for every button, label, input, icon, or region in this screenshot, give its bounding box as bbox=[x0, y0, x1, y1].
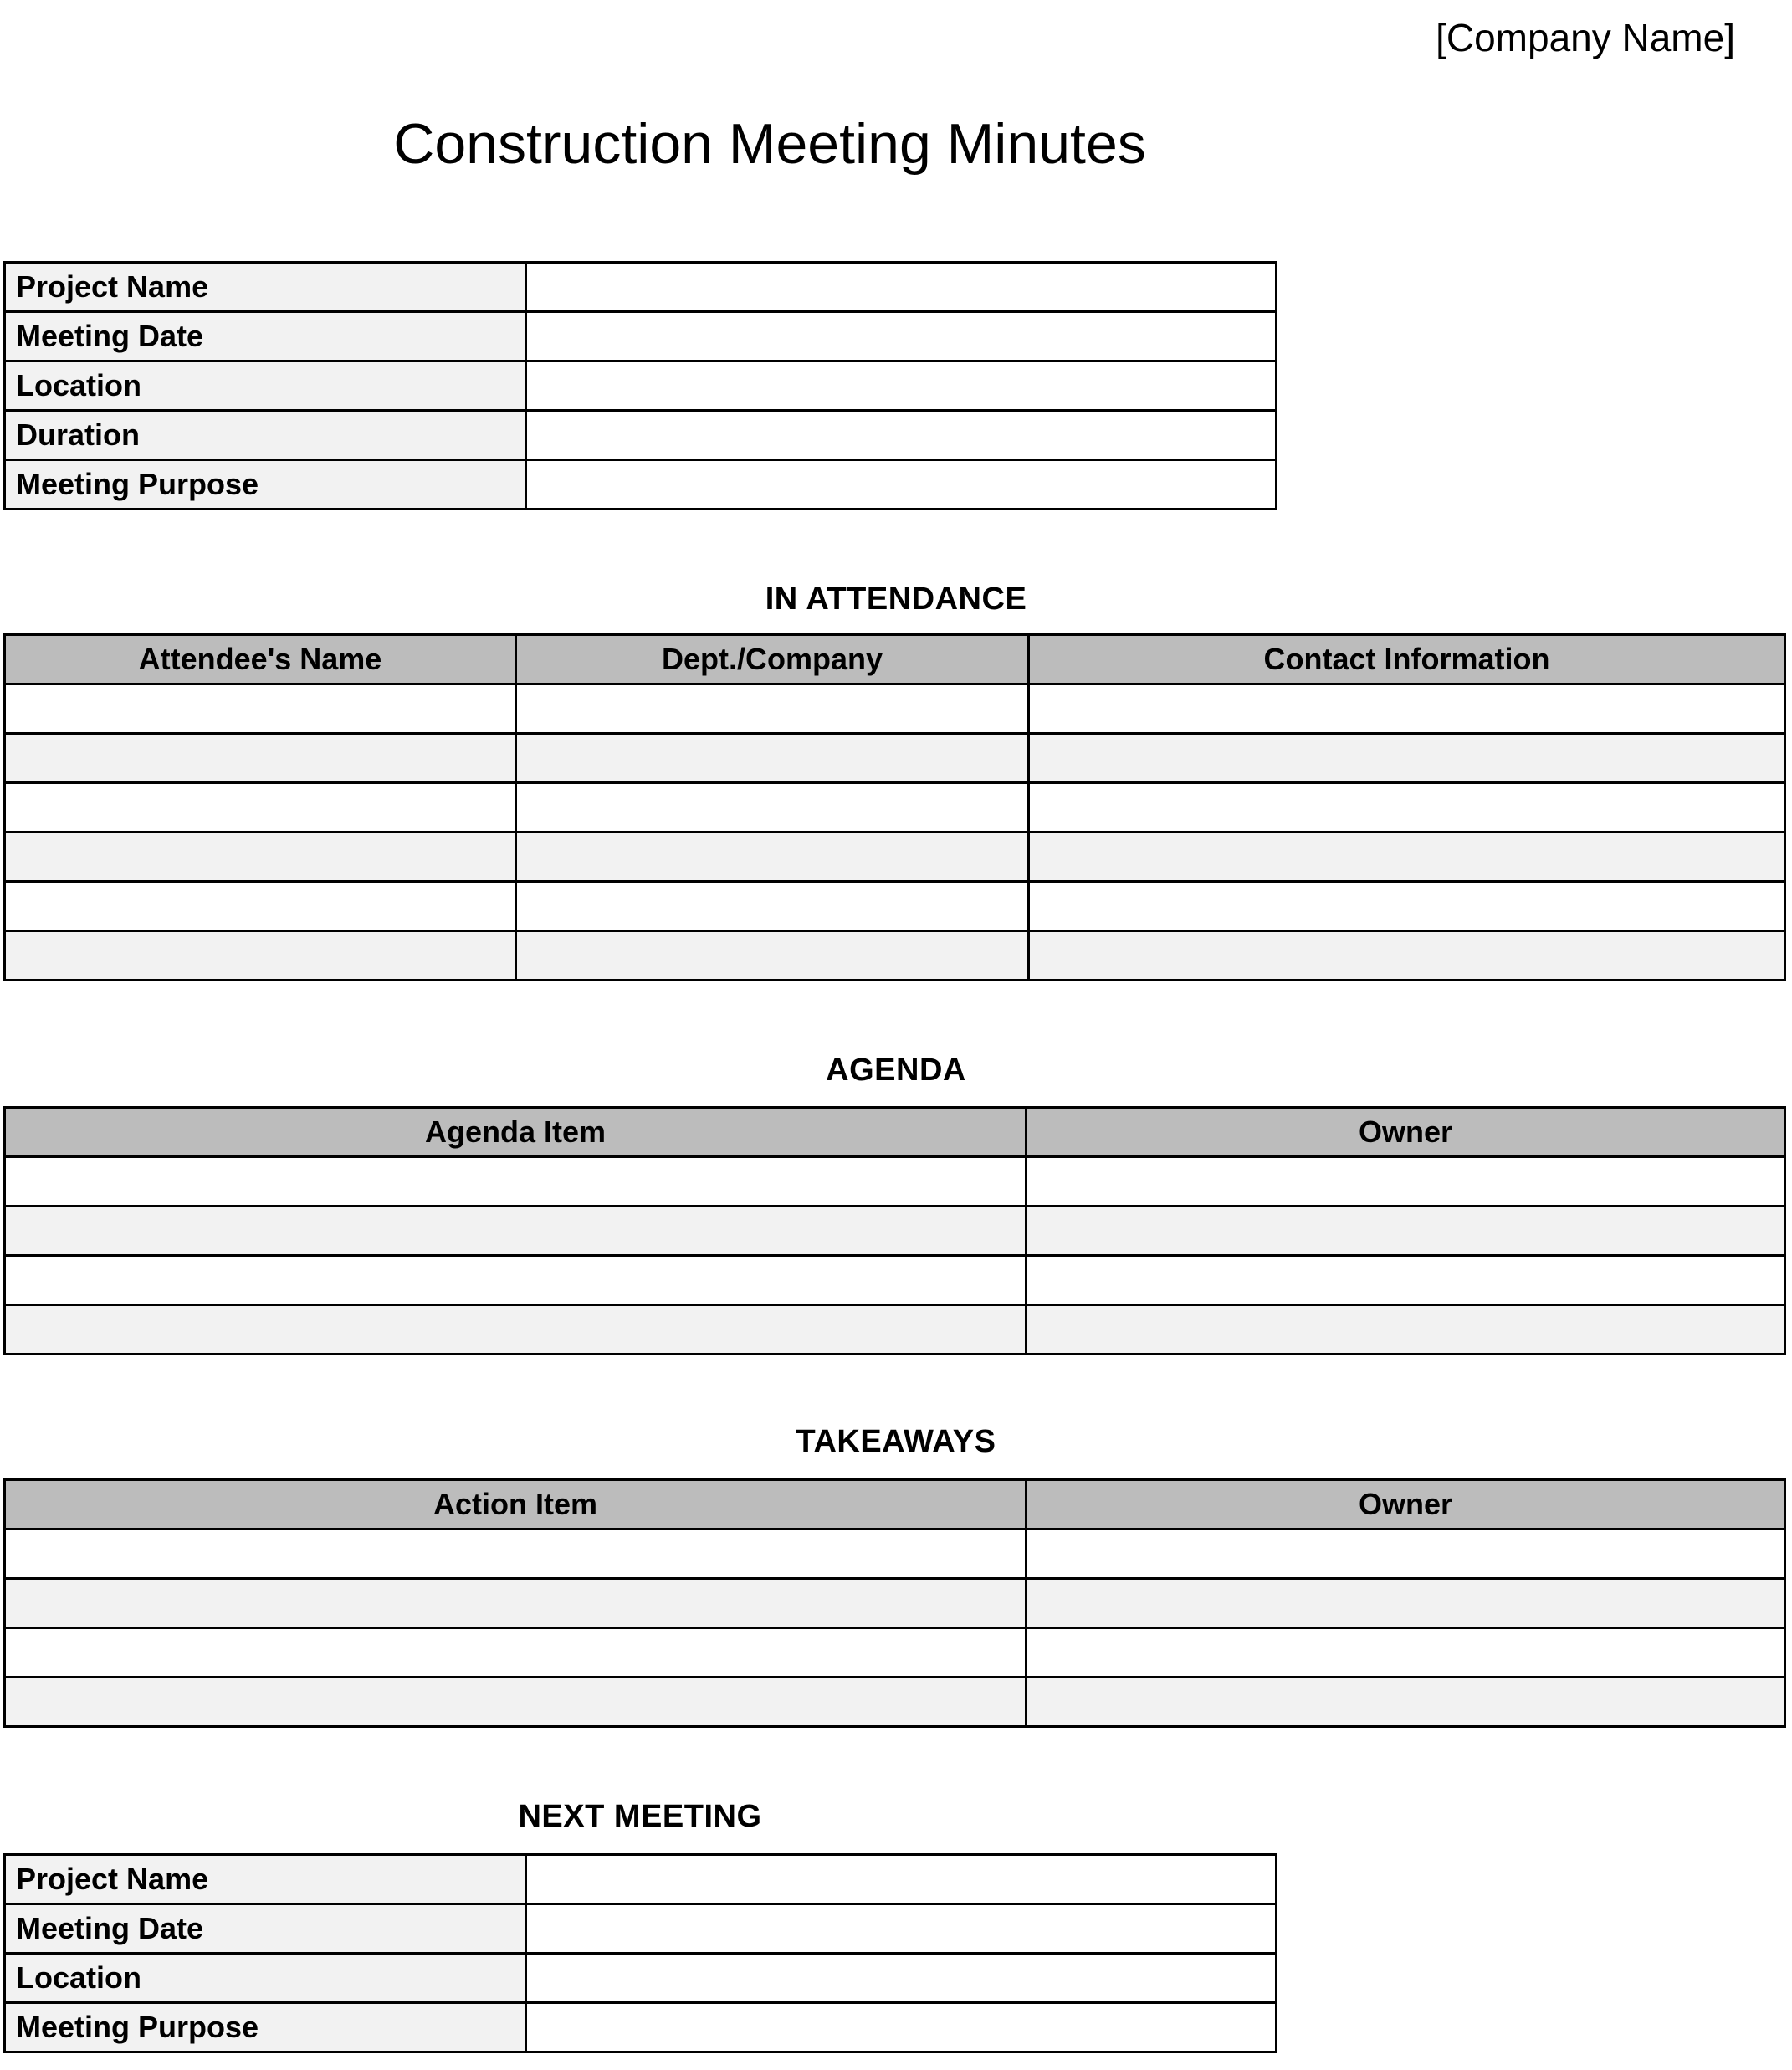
agenda-row bbox=[5, 1157, 1785, 1207]
agenda-cell[interactable] bbox=[1027, 1256, 1785, 1305]
next-meeting-value-field[interactable] bbox=[526, 2003, 1277, 2052]
attendance-cell[interactable] bbox=[516, 734, 1029, 783]
agenda-cell[interactable] bbox=[1027, 1157, 1785, 1207]
takeaways-column-header: Owner bbox=[1027, 1480, 1785, 1529]
next-meeting-row bbox=[5, 2003, 1277, 2052]
attendance-row bbox=[5, 684, 1785, 734]
meeting-info-body bbox=[5, 263, 1277, 510]
meeting-info-label: Meeting Date bbox=[5, 312, 526, 361]
attendance-cell[interactable] bbox=[5, 783, 516, 833]
next-meeting-label: Meeting Purpose bbox=[5, 2003, 526, 2052]
meeting-info-label: Duration bbox=[5, 411, 526, 460]
agenda-cell[interactable] bbox=[5, 1157, 1027, 1207]
next-meeting-value-field[interactable] bbox=[526, 1904, 1277, 1954]
agenda-body bbox=[5, 1157, 1785, 1355]
attendance-row bbox=[5, 734, 1785, 783]
takeaways-table bbox=[3, 1478, 1786, 1728]
next-meeting-table bbox=[3, 1853, 1277, 2053]
attendance-cell[interactable] bbox=[1029, 882, 1785, 931]
meeting-info-label: Meeting Purpose bbox=[5, 460, 526, 510]
company-name-header: [Company Name] bbox=[1436, 16, 1735, 59]
takeaways-cell[interactable] bbox=[5, 1579, 1027, 1628]
takeaways-header-row bbox=[5, 1480, 1785, 1529]
agenda-cell[interactable] bbox=[1027, 1207, 1785, 1256]
meeting-info-value-field[interactable] bbox=[526, 312, 1277, 361]
takeaways-row bbox=[5, 1579, 1785, 1628]
next-meeting-row bbox=[5, 1954, 1277, 2003]
meeting-info-label: Project Name bbox=[5, 263, 526, 312]
attendance-cell[interactable] bbox=[516, 783, 1029, 833]
next-meeting-row bbox=[5, 1855, 1277, 1904]
attendance-column-header: Dept./Company bbox=[516, 635, 1029, 684]
attendance-cell[interactable] bbox=[516, 833, 1029, 882]
attendance-row bbox=[5, 882, 1785, 931]
meeting-info-row bbox=[5, 263, 1277, 312]
takeaways-row bbox=[5, 1678, 1785, 1727]
attendance-cell[interactable] bbox=[1029, 783, 1785, 833]
meeting-info-value-field[interactable] bbox=[526, 361, 1277, 411]
attendance-cell[interactable] bbox=[516, 684, 1029, 734]
takeaways-head bbox=[5, 1480, 1785, 1529]
takeaways-cell[interactable] bbox=[1027, 1628, 1785, 1678]
attendance-row bbox=[5, 931, 1785, 981]
meeting-info-row bbox=[5, 361, 1277, 411]
agenda-row bbox=[5, 1256, 1785, 1305]
attendance-body bbox=[5, 684, 1785, 981]
takeaways-cell[interactable] bbox=[1027, 1529, 1785, 1579]
takeaways-cell[interactable] bbox=[1027, 1579, 1785, 1628]
attendance-cell[interactable] bbox=[1029, 734, 1785, 783]
next-meeting-label: Project Name bbox=[5, 1855, 526, 1904]
meeting-info-row bbox=[5, 411, 1277, 460]
attendance-header-row bbox=[5, 635, 1785, 684]
takeaways-cell[interactable] bbox=[1027, 1678, 1785, 1727]
meeting-info-row bbox=[5, 312, 1277, 361]
attendance-cell[interactable] bbox=[5, 931, 516, 981]
attendance-cell[interactable] bbox=[5, 833, 516, 882]
agenda-header-row bbox=[5, 1108, 1785, 1157]
meeting-info-value-field[interactable] bbox=[526, 460, 1277, 510]
attendance-cell[interactable] bbox=[5, 882, 516, 931]
takeaways-cell[interactable] bbox=[5, 1678, 1027, 1727]
meeting-info-label: Location bbox=[5, 361, 526, 411]
meeting-info-row bbox=[5, 460, 1277, 510]
takeaways-row bbox=[5, 1529, 1785, 1579]
attendance-column-header: Attendee's Name bbox=[5, 635, 516, 684]
attendance-row bbox=[5, 783, 1785, 833]
takeaways-cell[interactable] bbox=[5, 1529, 1027, 1579]
agenda-column-header: Agenda Item bbox=[5, 1108, 1027, 1157]
attendance-cell[interactable] bbox=[516, 882, 1029, 931]
attendance-column-header: Contact Information bbox=[1029, 635, 1785, 684]
agenda-table bbox=[3, 1106, 1786, 1355]
meeting-info-value-field[interactable] bbox=[526, 411, 1277, 460]
page-title: Construction Meeting Minutes bbox=[393, 112, 1146, 176]
attendance-head bbox=[5, 635, 1785, 684]
attendance-row bbox=[5, 833, 1785, 882]
takeaways-body bbox=[5, 1529, 1785, 1727]
agenda-column-header: Owner bbox=[1027, 1108, 1785, 1157]
attendance-cell[interactable] bbox=[5, 684, 516, 734]
section-heading-next-meeting: NEXT MEETING bbox=[518, 1799, 762, 1834]
meeting-info-table bbox=[3, 261, 1277, 510]
section-heading-attendance: IN ATTENDANCE bbox=[765, 582, 1027, 617]
takeaways-row bbox=[5, 1628, 1785, 1678]
attendance-cell[interactable] bbox=[5, 734, 516, 783]
next-meeting-value-field[interactable] bbox=[526, 1855, 1277, 1904]
takeaways-column-header: Action Item bbox=[5, 1480, 1027, 1529]
agenda-cell[interactable] bbox=[5, 1207, 1027, 1256]
attendance-cell[interactable] bbox=[1029, 684, 1785, 734]
agenda-row bbox=[5, 1207, 1785, 1256]
meeting-info-value-field[interactable] bbox=[526, 263, 1277, 312]
agenda-cell[interactable] bbox=[5, 1256, 1027, 1305]
next-meeting-row bbox=[5, 1904, 1277, 1954]
next-meeting-label: Location bbox=[5, 1954, 526, 2003]
agenda-cell[interactable] bbox=[1027, 1305, 1785, 1355]
section-heading-agenda: AGENDA bbox=[826, 1053, 966, 1088]
next-meeting-value-field[interactable] bbox=[526, 1954, 1277, 2003]
next-meeting-body bbox=[5, 1855, 1277, 2052]
takeaways-cell[interactable] bbox=[5, 1628, 1027, 1678]
next-meeting-label: Meeting Date bbox=[5, 1904, 526, 1954]
attendance-cell[interactable] bbox=[516, 931, 1029, 981]
attendance-table bbox=[3, 633, 1786, 981]
attendance-cell[interactable] bbox=[1029, 931, 1785, 981]
attendance-cell[interactable] bbox=[1029, 833, 1785, 882]
agenda-row bbox=[5, 1305, 1785, 1355]
section-heading-takeaways: TAKEAWAYS bbox=[796, 1424, 996, 1459]
agenda-cell[interactable] bbox=[5, 1305, 1027, 1355]
agenda-head bbox=[5, 1108, 1785, 1157]
